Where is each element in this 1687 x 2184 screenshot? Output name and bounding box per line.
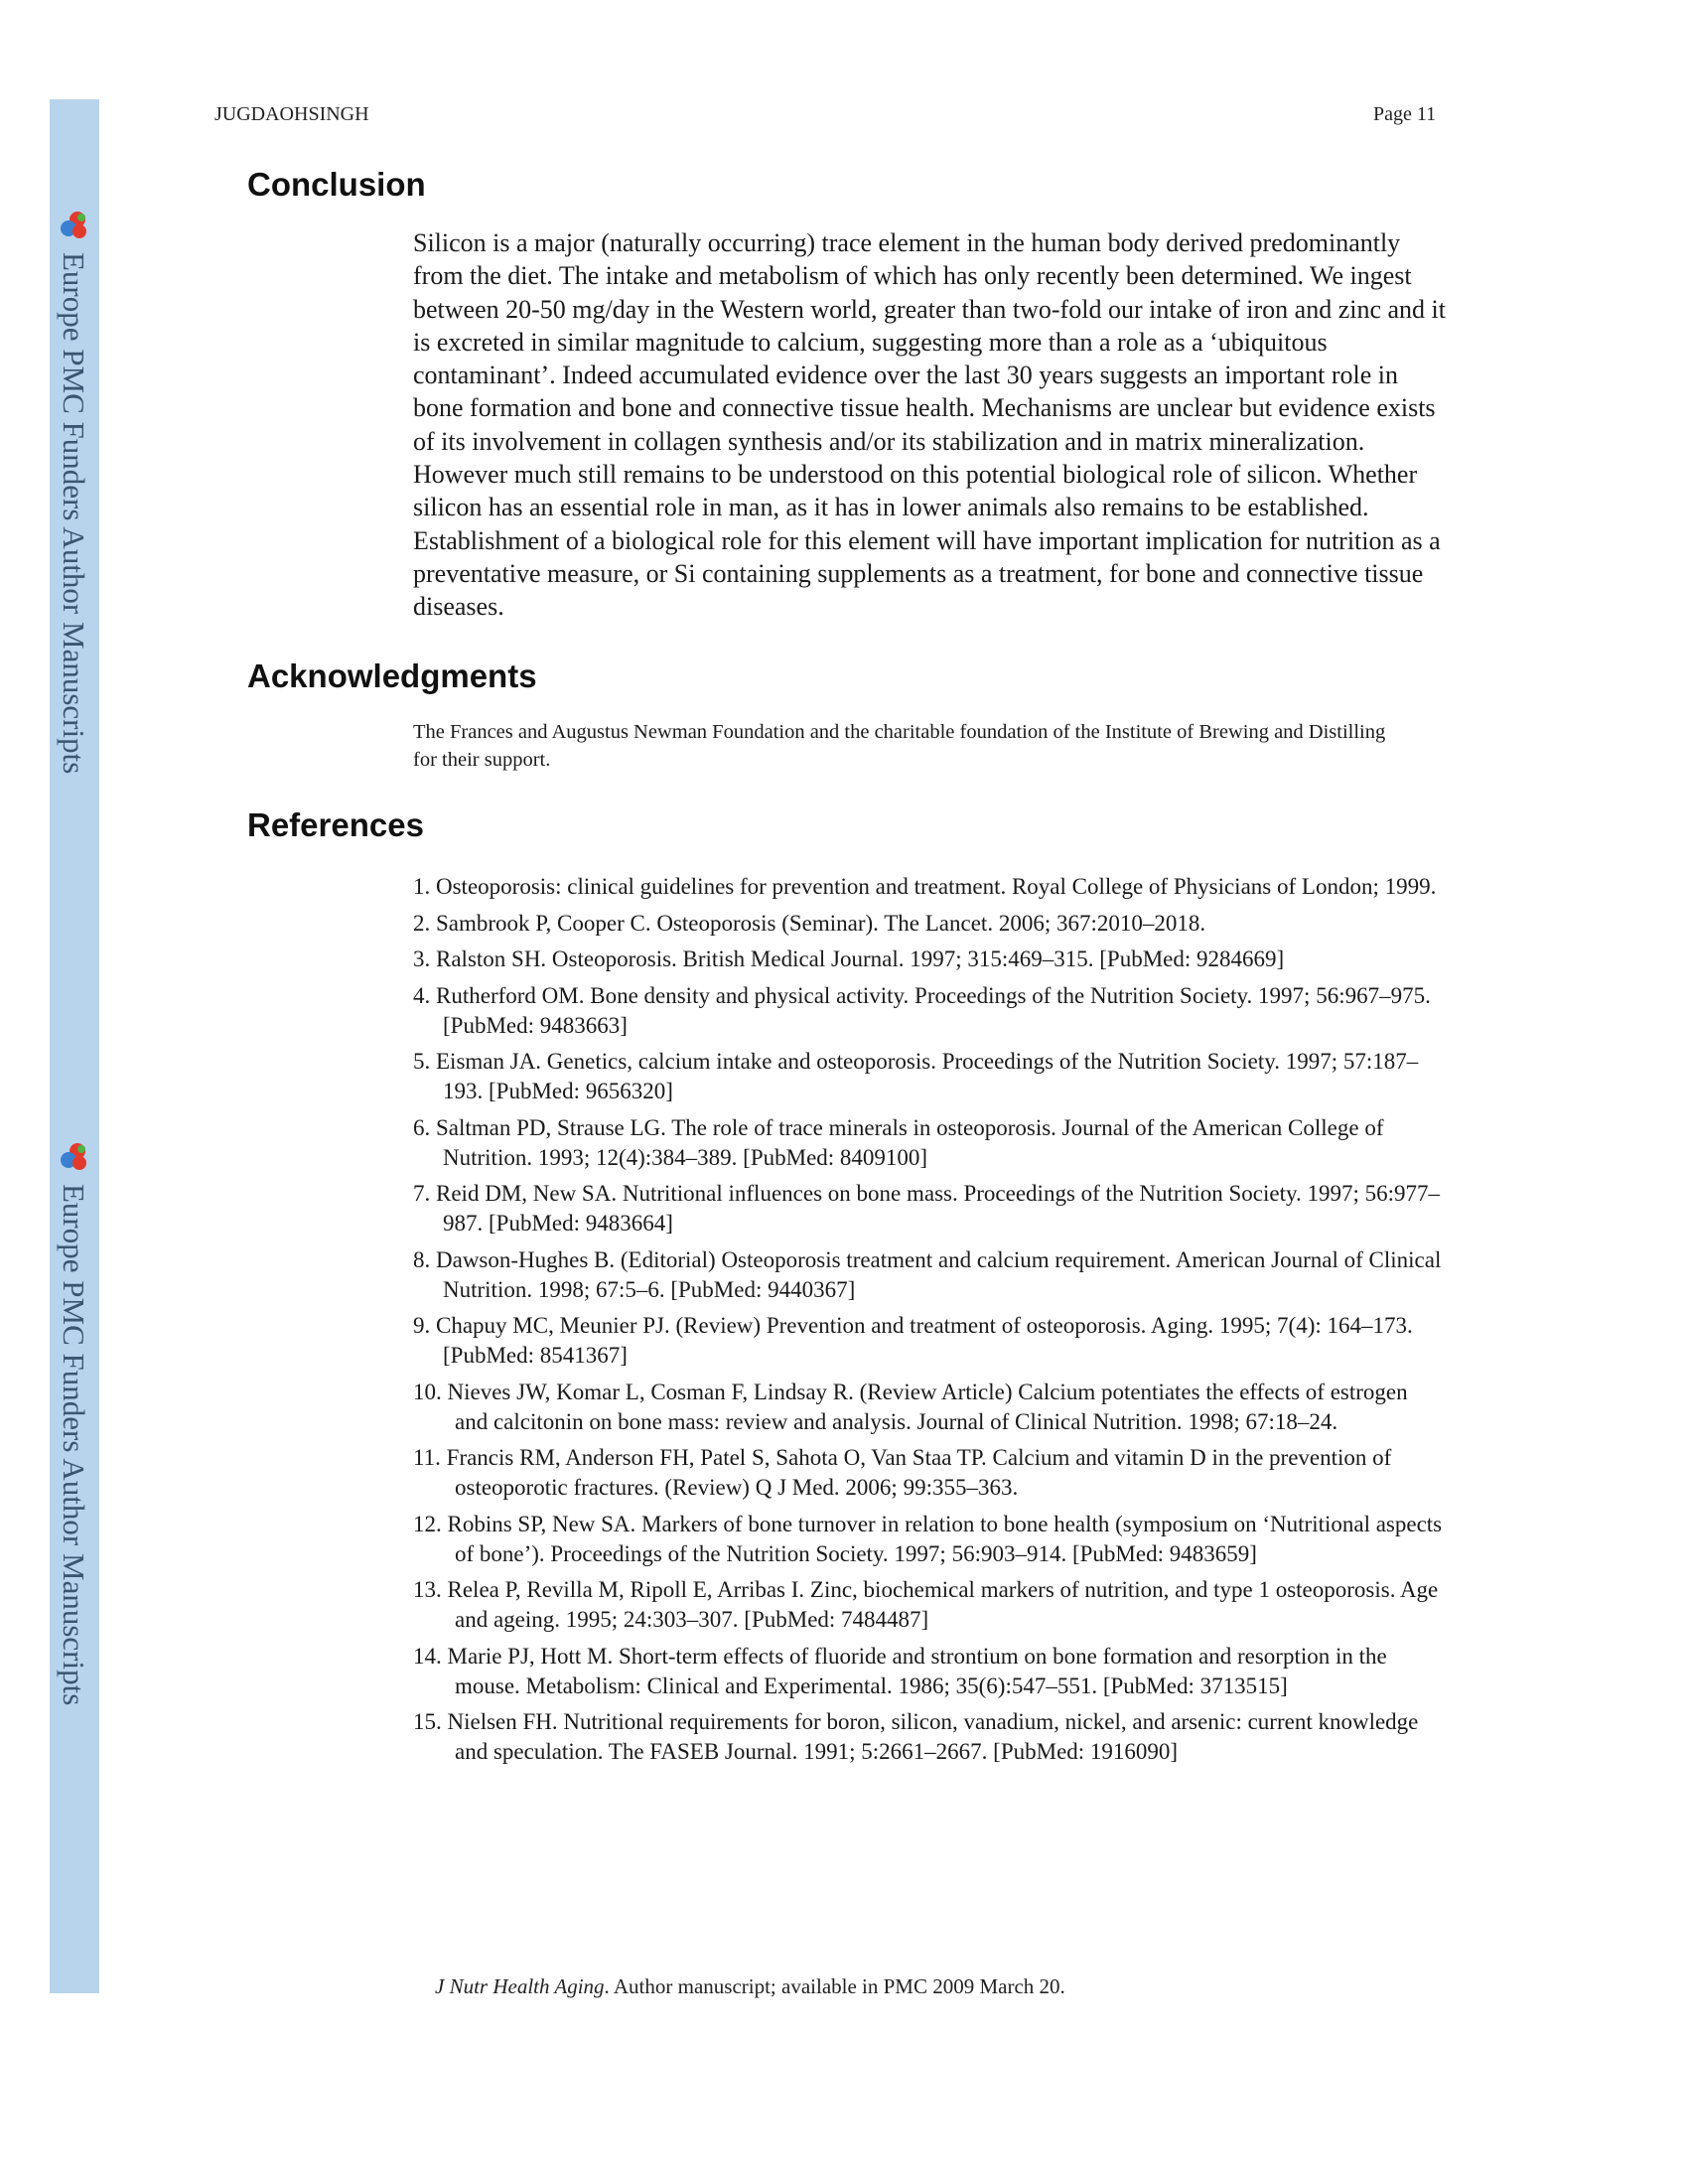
reference-item: 3. Ralston SH. Osteoporosis. British Medical Journal. 1997; 315:469–315. [PubMed: 9284669] bbox=[413, 946, 1285, 971]
side-band bbox=[50, 99, 99, 1993]
acknowledgments-text: The Frances and Augustus Newman Foundation and the charitable foundation of the Institute of Brewing and Distilling for their support. bbox=[413, 721, 1386, 771]
conclusion-heading: Conclusion bbox=[247, 166, 426, 203]
reference-item: 1. Osteoporosis: clinical guidelines for prevention and treatment. Royal College of Physicians of London; 1999. bbox=[413, 874, 1437, 899]
reference-item: 4. Rutherford OM. Bone density and physical activity. Proceedings of the Nutrition Society. 1997; 56:967–975. [PubMed: 9483663] bbox=[413, 982, 1431, 1038]
footer-citation bbox=[435, 1974, 1065, 1999]
europe-pmc-logo-icon bbox=[58, 209, 91, 242]
reference-item: 15. Nielsen FH. Nutritional requirements for boron, silicon, vanadium, nickel, and arsenic: current knowledge and speculation. The FASEB Journal. 1991; 5:2661–2667. [PubMed: 1916090] bbox=[413, 1709, 1419, 1764]
reference-item: 8. Dawson-Hughes B. (Editorial) Osteoporosis treatment and calcium requirement. American Journal of Clinical Nutrition. 1998; 67:5–6. [PubMed: 9440367] bbox=[413, 1246, 1442, 1302]
reference-item: 10. Nieves JW, Komar L, Cosman F, Lindsay R. (Review Article) Calcium potentiates the effects of estrogen and calcitonin on bone mass: review and analysis. Journal of Clinical Nutrition. 1998; 67:18–24. bbox=[413, 1379, 1408, 1434]
running-head-author: JUGDAOHSINGH bbox=[214, 103, 369, 125]
reference-item: 12. Robins SP, New SA. Markers of bone turnover in relation to bone health (symposium on ‘Nutritional aspects of bone’). Proceedings of the Nutrition Society. 1997; 56:903–914. [PubMed: 9483659] bbox=[413, 1511, 1443, 1566]
journal-name: J Nutr Health Aging bbox=[435, 1974, 605, 1998]
footer-text: . Author manuscript; available in PMC 2009 March 20. bbox=[604, 1974, 1065, 1998]
reference-item: 5. Eisman JA. Genetics, calcium intake and osteoporosis. Proceedings of the Nutrition Society. 1997; 57:187–193. [PubMed: 9656320] bbox=[413, 1049, 1419, 1103]
reference-list bbox=[413, 872, 1446, 1774]
page-number: Page 11 bbox=[1373, 103, 1437, 125]
band-text: Europe PMC Funders Author Manuscripts bbox=[57, 252, 91, 775]
europe-pmc-logo-icon bbox=[58, 1140, 91, 1174]
conclusion-text: Silicon is a major (naturally occurring) trace element in the human body derived predominantly from the diet. The intake and metabolism of which has only recently been determined. We ingest between 20-50 mg/day in the Western world, greater than two-fold our intake of iron and zinc and it is excreted in similar magnitude to calcium, suggesting more than a role as a ‘ubiquitous contaminant’. Indeed accumulated evidence over the last 30 years suggests an important role in bone formation and bone and connective tissue health. Mechanisms are unclear but evidence exists of its involvement in collagen synthesis and/or its stabilization and in matrix mineralization. However much still remains to be understood on this potential biological role of silicon. Whether silicon has an essential role in man, as it has in lower animals also remains to be established. Establishment of a biological role for this element will have important implication for nutrition as a preventative measure, or Si containing supplements as a treatment, for bone and connective tissue diseases. bbox=[413, 228, 1446, 622]
acknowledgments-heading: Acknowledgments bbox=[247, 657, 537, 694]
reference-item: 11. Francis RM, Anderson FH, Patel S, Sahota O, Van Staa TP. Calcium and vitamin D in the prevention of osteoporotic fractures. (Review) Q J Med. 2006; 99:355–363. bbox=[413, 1445, 1392, 1500]
reference-item: 14. Marie PJ, Hott M. Short-term effects of fluoride and strontium on bone formation and resorption in the mouse. Metabolism: Clinical and Experimental. 1986; 35(6):547–551. [PubMed: 3713515] bbox=[413, 1643, 1387, 1698]
band-block-bottom bbox=[50, 1140, 99, 1935]
references-heading: References bbox=[247, 806, 424, 843]
reference-item: 13. Relea P, Revilla M, Ripoll E, Arribas I. Zinc, biochemical markers of nutrition, and type 1 osteoporosis. Age and ageing. 1995; 24:303–307. [PubMed: 7484487] bbox=[413, 1577, 1439, 1632]
reference-item: 7. Reid DM, New SA. Nutritional influences on bone mass. Proceedings of the Nutrition Society. 1997; 56:977–987. [PubMed: 9483664] bbox=[413, 1181, 1441, 1236]
band-block-top bbox=[50, 209, 99, 1003]
band-text: Europe PMC Funders Author Manuscripts bbox=[57, 1184, 91, 1706]
reference-item: 9. Chapuy MC, Meunier PJ. (Review) Prevention and treatment of osteoporosis. Aging. 1995; 7(4): 164–173. [PubMed: 8541367] bbox=[413, 1313, 1413, 1368]
reference-item: 2. Sambrook P, Cooper C. Osteoporosis (Seminar). The Lancet. 2006; 367:2010–2018. bbox=[413, 910, 1206, 936]
reference-item: 6. Saltman PD, Strause LG. The role of trace minerals in osteoporosis. Journal of the American College of Nutrition. 1993; 12(4):384–389. [PubMed: 8409100] bbox=[413, 1114, 1384, 1170]
